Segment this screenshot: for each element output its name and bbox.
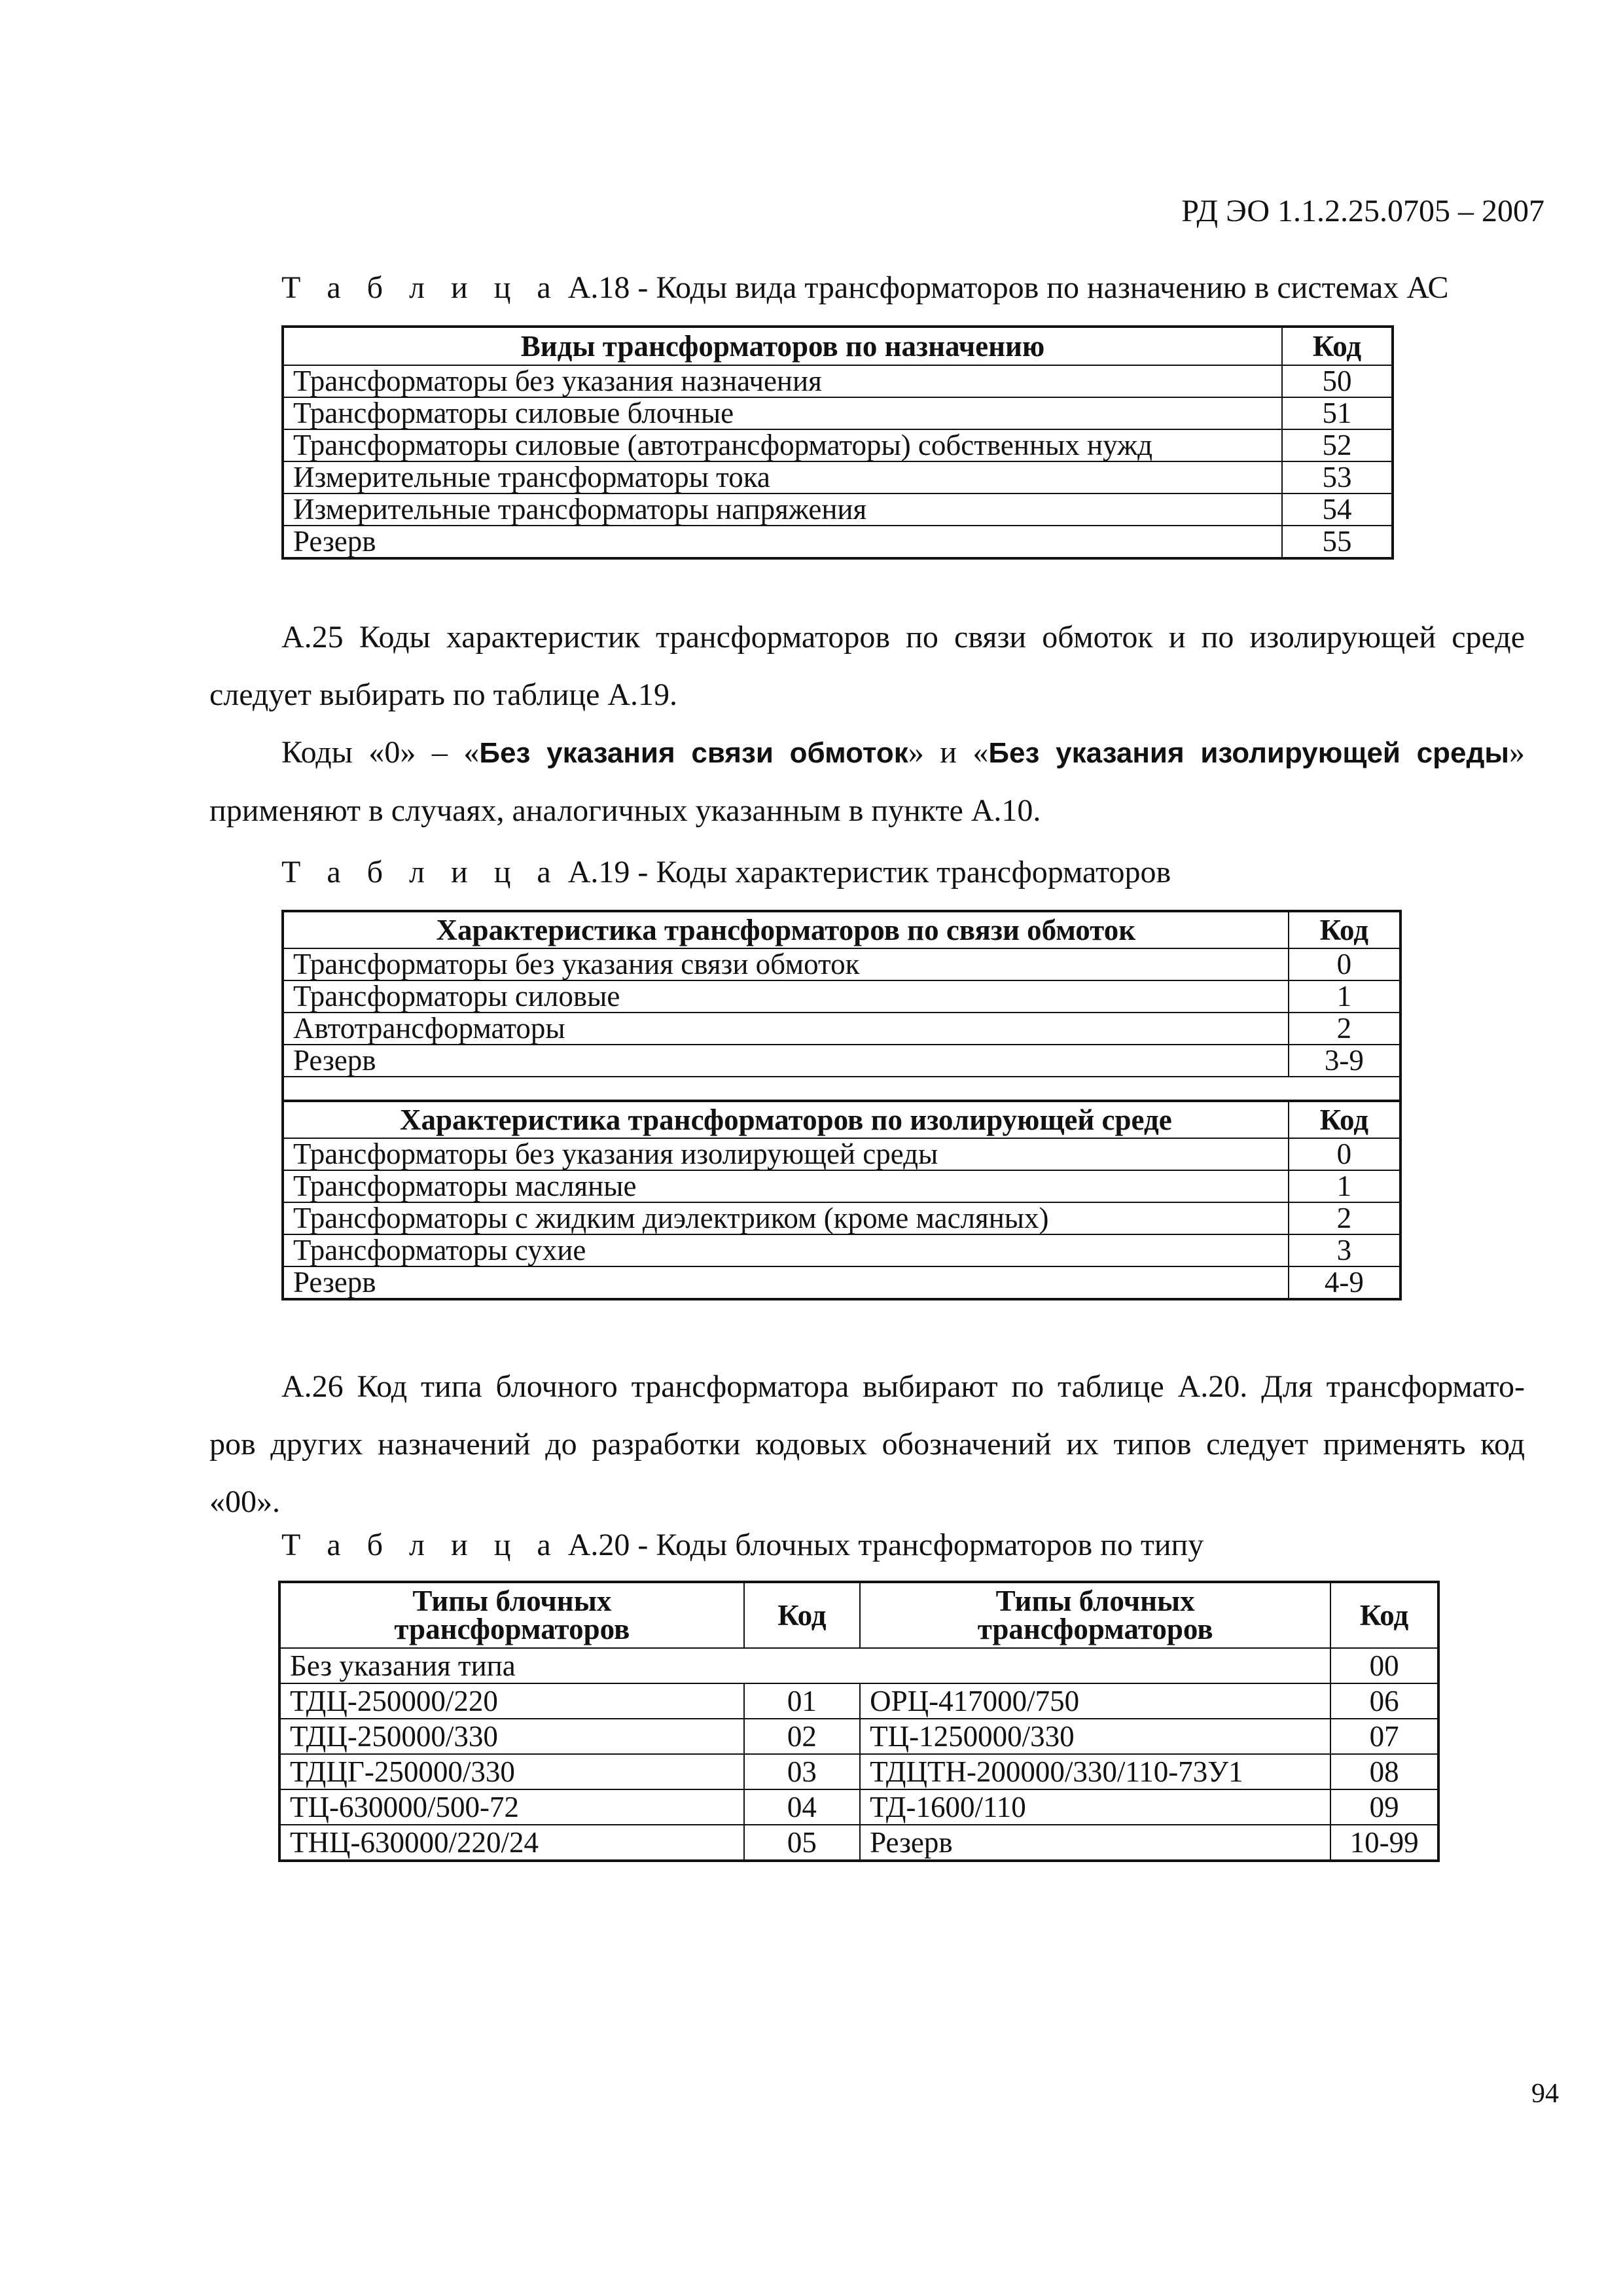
header-line: трансформаторов — [977, 1613, 1213, 1645]
column-header-type — [860, 1582, 1330, 1648]
table-row — [283, 1202, 1400, 1234]
table-row — [283, 1045, 1400, 1077]
table-row — [283, 1170, 1400, 1202]
table-row — [283, 980, 1400, 1013]
text-run: » и « — [908, 735, 989, 770]
table-a18-caption — [281, 270, 1449, 306]
table-a19 — [281, 910, 1402, 1300]
cell-name: ТДЦ-250000/330 — [279, 1719, 744, 1754]
table-row — [279, 1825, 1438, 1861]
cell-name: Резерв — [283, 1266, 1289, 1299]
cell-code: 2 — [1289, 1013, 1400, 1045]
table-header-row — [283, 911, 1400, 948]
cell-code: 00 — [1330, 1648, 1438, 1683]
column-header-code: Код — [1330, 1582, 1438, 1648]
cell-code: 1 — [1289, 980, 1400, 1013]
quoted-term-insulation: Без указания изолирующей среды — [988, 737, 1510, 769]
table-row — [283, 397, 1393, 429]
paragraph-line: применяют в случаях, аналогичных указанным в пункте А.10. — [209, 793, 1041, 828]
table-row — [283, 429, 1393, 461]
column-header-code: Код — [1289, 911, 1400, 948]
text-run: Коды «0» – « — [281, 735, 480, 770]
table-row — [279, 1754, 1438, 1789]
cell-name: Трансформаторы без указания назначения — [283, 365, 1282, 397]
table-caption-text: А.20 - Коды блочных трансформаторов по типу — [560, 1528, 1204, 1562]
spacer-cell — [283, 1077, 1400, 1101]
table-label: Т а б л и ц а — [281, 855, 560, 889]
cell-code: 0 — [1289, 948, 1400, 980]
cell-name: Резерв — [283, 1045, 1289, 1077]
table-header-row — [279, 1582, 1438, 1648]
paragraph-line: А.25 Коды характеристик трансформаторов по связи обмоток и по изолирующей среде — [281, 620, 1525, 655]
paragraph-a25 — [209, 609, 1525, 840]
cell-code: 03 — [744, 1754, 860, 1789]
cell-code: 53 — [1282, 461, 1393, 493]
table-row — [283, 1013, 1400, 1045]
table-a20-caption — [281, 1527, 1204, 1563]
cell-code: 52 — [1282, 429, 1393, 461]
cell-code: 2 — [1289, 1202, 1400, 1234]
cell-code: 06 — [1330, 1683, 1438, 1719]
cell-code: 51 — [1282, 397, 1393, 429]
paragraph-line: следует выбирать по таблице А.19. — [209, 677, 678, 712]
table-row — [279, 1648, 1438, 1683]
cell-name: ТЦ-630000/500-72 — [279, 1789, 744, 1825]
paragraph-line: «00». — [209, 1484, 280, 1519]
cell-code: 05 — [744, 1825, 860, 1861]
table-row — [279, 1719, 1438, 1754]
column-header-type — [279, 1582, 744, 1648]
cell-code: 55 — [1282, 526, 1393, 558]
table-spacer-row — [283, 1077, 1400, 1101]
document-id: РД ЭО 1.1.2.25.0705 – 2007 — [1181, 194, 1544, 228]
cell-code: 3-9 — [1289, 1045, 1400, 1077]
cell-code: 04 — [744, 1789, 860, 1825]
cell-code: 10-99 — [1330, 1825, 1438, 1861]
column-header-purpose: Виды трансформаторов по назначению — [283, 327, 1282, 365]
table-row — [283, 948, 1400, 980]
cell-name: ТНЦ-630000/220/24 — [279, 1825, 744, 1861]
cell-code: 1 — [1289, 1170, 1400, 1202]
page-number: 94 — [1531, 2079, 1559, 2109]
cell-name: ОРЦ-417000/750 — [860, 1683, 1330, 1719]
cell-code: 09 — [1330, 1789, 1438, 1825]
column-header-insulation: Характеристика трансформаторов по изолирующей среде — [283, 1101, 1289, 1138]
table-header-row — [283, 1101, 1400, 1138]
cell-name: Трансформаторы без указания изолирующей среды — [283, 1138, 1289, 1170]
table-header-row — [283, 327, 1393, 365]
table-a19-caption — [281, 854, 1171, 890]
cell-code: 01 — [744, 1683, 860, 1719]
column-header-winding: Характеристика трансформаторов по связи обмоток — [283, 911, 1289, 948]
table-row — [283, 1266, 1400, 1299]
cell-code: 0 — [1289, 1138, 1400, 1170]
cell-name: ТЦ-1250000/330 — [860, 1719, 1330, 1754]
table-label: Т а б л и ц а — [281, 1528, 560, 1562]
table-a20 — [278, 1581, 1440, 1862]
table-row — [279, 1789, 1438, 1825]
header-line: Типы блочных — [412, 1585, 612, 1618]
table-caption-text: А.18 - Коды вида трансформаторов по назначению в системах АС — [560, 270, 1449, 305]
column-header-code: Код — [744, 1582, 860, 1648]
text-run: » — [1509, 735, 1525, 770]
cell-name: ТД-1600/110 — [860, 1789, 1330, 1825]
table-a18 — [281, 325, 1394, 560]
table-row — [283, 1138, 1400, 1170]
cell-name: Трансформаторы с жидким диэлектриком (кроме масляных) — [283, 1202, 1289, 1234]
table-row — [283, 1234, 1400, 1266]
paragraph-a26 — [209, 1358, 1525, 1531]
cell-code: 4-9 — [1289, 1266, 1400, 1299]
column-header-code: Код — [1282, 327, 1393, 365]
table-row — [283, 493, 1393, 526]
cell-name: Трансформаторы сухие — [283, 1234, 1289, 1266]
cell-name: Измерительные трансформаторы тока — [283, 461, 1282, 493]
cell-name: Трансформаторы масляные — [283, 1170, 1289, 1202]
cell-code: 54 — [1282, 493, 1393, 526]
cell-name: Трансформаторы силовые — [283, 980, 1289, 1013]
table-row — [279, 1683, 1438, 1719]
header-line: трансформаторов — [394, 1613, 630, 1645]
table-row — [283, 526, 1393, 558]
cell-name: Резерв — [283, 526, 1282, 558]
quoted-term-winding: Без указания связи обмоток — [479, 737, 908, 769]
header-line: Типы блочных — [995, 1585, 1195, 1618]
cell-name: Автотрансформаторы — [283, 1013, 1289, 1045]
cell-name: Трансформаторы силовые блочные — [283, 397, 1282, 429]
paragraph-line: ров других назначений до разработки кодовых обозначений их типов следует применять код — [209, 1427, 1525, 1462]
cell-name: ТДЦТН-200000/330/110-73У1 — [860, 1754, 1330, 1789]
cell-name: Без указания типа — [279, 1648, 1330, 1683]
cell-name: ТДЦ-250000/220 — [279, 1683, 744, 1719]
paragraph-line — [209, 724, 1525, 782]
paragraph-line: А.26 Код типа блочного трансформатора выбирают по таблице А.20. Для трансформато- — [281, 1369, 1525, 1404]
cell-code: 08 — [1330, 1754, 1438, 1789]
cell-code: 3 — [1289, 1234, 1400, 1266]
table-row — [283, 461, 1393, 493]
column-header-code: Код — [1289, 1101, 1400, 1138]
table-row — [283, 365, 1393, 397]
cell-name: Измерительные трансформаторы напряжения — [283, 493, 1282, 526]
table-label: Т а б л и ц а — [281, 270, 560, 305]
cell-name: Трансформаторы без указания связи обмоток — [283, 948, 1289, 980]
cell-name: Резерв — [860, 1825, 1330, 1861]
table-caption-text: А.19 - Коды характеристик трансформаторов — [560, 855, 1171, 889]
cell-code: 50 — [1282, 365, 1393, 397]
cell-name: Трансформаторы силовые (автотрансформаторы) собственных нужд — [283, 429, 1282, 461]
cell-code: 02 — [744, 1719, 860, 1754]
cell-name: ТДЦГ-250000/330 — [279, 1754, 744, 1789]
cell-code: 07 — [1330, 1719, 1438, 1754]
